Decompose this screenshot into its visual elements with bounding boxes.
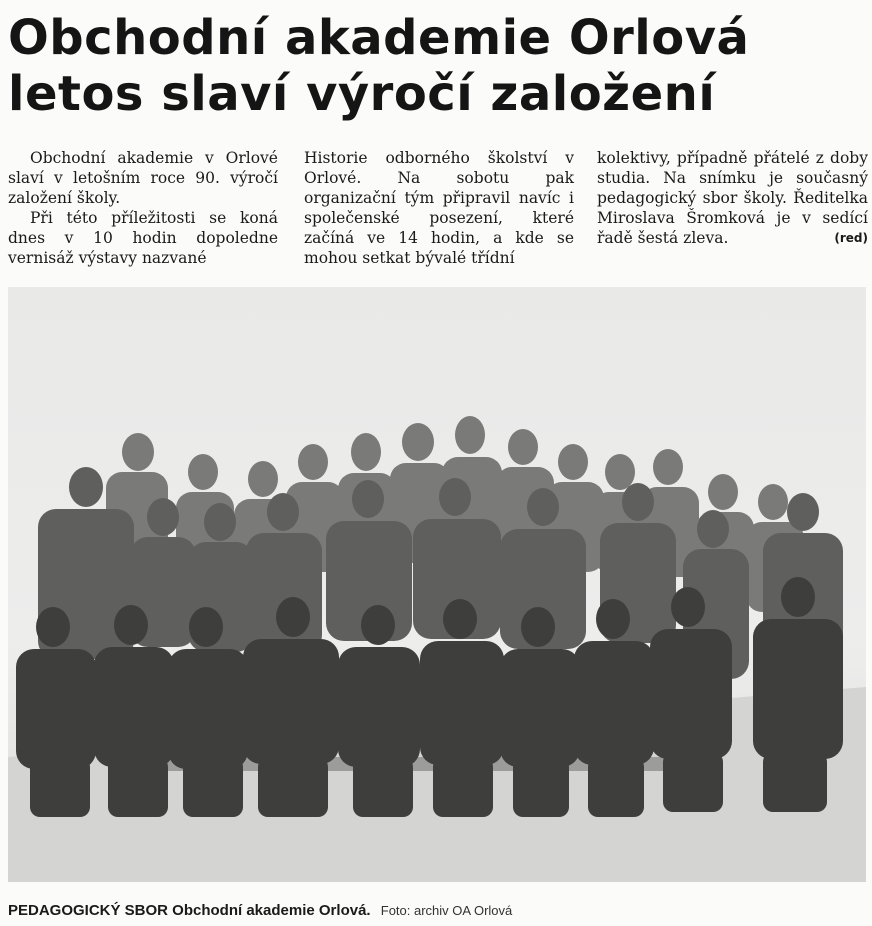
paragraph: Historie odborného školství v Orlové. Na sobotu pak organizační tým připravil navíc i společenské posezení, které začíná ve 14 hodin, a kde se mohou setkat bývalé třídní (304, 149, 574, 267)
group-photo-illustration (8, 287, 866, 882)
article-body (8, 148, 868, 280)
photo-credit: Foto: archiv OA Orlová (380, 903, 513, 918)
article-column-1 (8, 148, 278, 268)
paragraph: Obchodní akademie v Orlové slaví v letošním roce 90. výročí založení školy. (8, 149, 278, 207)
headline-line-1: Obchodní akademie Orlová (8, 10, 750, 66)
headline-line-2: letos slaví výročí založení (8, 66, 716, 122)
photo-caption (8, 901, 868, 921)
article-column-3 (597, 148, 868, 248)
group-photo (8, 287, 866, 882)
caption-title: PEDAGOGICKÝ SBOR Obchodní akademie Orlová. (8, 902, 371, 919)
article-headline (8, 10, 868, 122)
paragraph: Při této příležitosti se koná dnes v 10 hodin dopoledne vernisáž výstavy nazvané (8, 209, 278, 267)
author-credit: (red) (834, 231, 868, 245)
paragraph: kolektivy, případně přátelé z doby studia. Na snímku je současný pedagogický sbor školy. Ředitelka Miroslava Šromková je v sedící řadě šestá zleva. (597, 149, 868, 247)
article-column-2 (304, 148, 574, 268)
